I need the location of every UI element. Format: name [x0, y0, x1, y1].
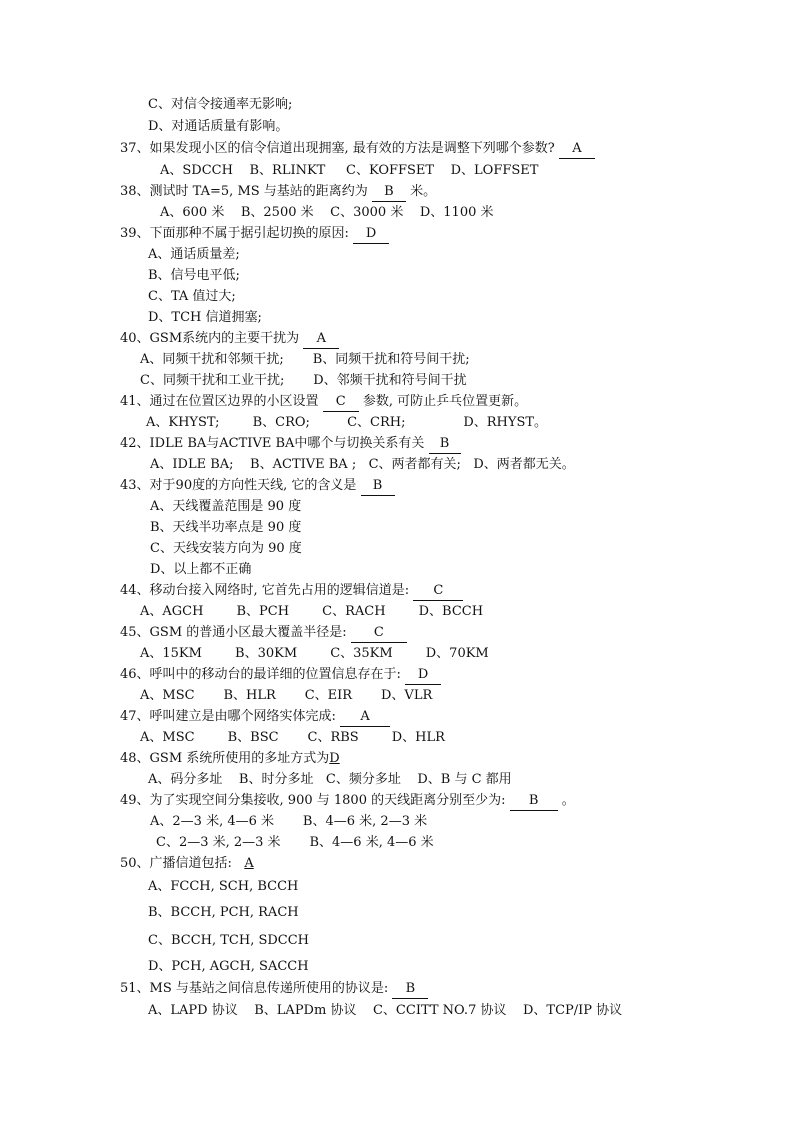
option-line: A、天线覆盖范围是 90 度 — [150, 499, 302, 514]
option-line: B、BCCH, PCH, RACH — [148, 905, 299, 920]
option-line: A、FCCH, SCH, BCCH — [148, 879, 299, 894]
option-line: C、BCCH, TCH, SDCCH — [148, 933, 310, 948]
answer-blank: D — [353, 225, 389, 244]
option-line: A、600 米 B、2500 米 C、3000 米 D、1100 米 — [160, 205, 494, 220]
question-39: 39、下面那种不属于据引起切换的原因: D — [120, 225, 389, 244]
option-line: A、MSC B、BSC C、RBS D、HLR — [140, 730, 445, 745]
option-line: A、SDCCH B、RLINKT C、KOFFSET D、LOFFSET — [160, 163, 539, 178]
answer-blank: A — [340, 708, 390, 727]
question-47: 47、呼叫建立是由哪个网络实体完成: A — [120, 708, 390, 727]
option-line: B、天线半功率点是 90 度 — [150, 520, 302, 535]
question-44: 44、移动台接入网络时, 它首先占用的逻辑信道是: C — [120, 582, 463, 601]
question-45: 45、GSM 的普通小区最大覆盖半径是: C — [120, 624, 407, 643]
option-line: A、LAPD 协议 B、LAPDm 协议 C、CCITT NO.7 协议 D、TCP/IP 协议 — [148, 1003, 623, 1018]
answer-blank: C — [323, 393, 359, 412]
question-49: 49、为了实现空间分集接收, 900 与 1800 的天线距离分别至少为: B 。 — [120, 792, 575, 811]
question-41: 41、通过在位置区边界的小区设置 C 参数, 可防止乒乓位置更新。 — [120, 393, 527, 412]
option-line: A、码分多址 B、时分多址 C、频分多址 D、B 与 C 都用 — [148, 772, 512, 787]
option-line: C、TA 值过大; — [148, 289, 236, 304]
question-43: 43、对于90度的方向性天线, 它的含义是 B — [120, 477, 395, 496]
answer-blank: B — [392, 980, 428, 999]
answer-blank: A — [303, 330, 339, 349]
question-42: 42、IDLE BA与ACTIVE BA中哪个与切换关系有关 B — [120, 435, 461, 454]
option-line: C、同频干扰和工业干扰; D、邻频干扰和符号间干扰 — [140, 373, 467, 388]
answer-underlined: D — [329, 751, 340, 766]
option-line: A、IDLE BA; B、ACTIVE BA ; C、两者都有关; D、两者都无关。 — [150, 457, 575, 472]
option-line: A、MSC B、HLR C、EIR D、VLR — [140, 688, 433, 703]
answer-blank: B — [510, 792, 558, 811]
option-line: C、2—3 米, 2—3 米 B、4—6 米, 4—6 米 — [156, 835, 434, 850]
option-line: D、以上都不正确 — [150, 562, 252, 577]
question-51: 51、MS 与基站之间信息传递所使用的协议是: B — [120, 980, 428, 999]
question-40: 40、GSM系统内的主要干扰为 A — [120, 330, 339, 349]
option-line: B、信号电平低; — [148, 268, 240, 283]
answer-blank: C — [351, 624, 407, 643]
option-line: A、通话质量差; — [148, 247, 240, 262]
option-line: A、AGCH B、PCH C、RACH D、BCCH — [140, 604, 484, 619]
question-48: 48、GSM 系统所使用的多址方式为D — [120, 751, 340, 766]
option-line: C、天线安装方向为 90 度 — [150, 541, 302, 556]
answer-blank: C — [413, 582, 463, 601]
question-37: 37、如果发现小区的信令信道出现拥塞, 最有效的方法是调整下列哪个参数? A — [120, 140, 595, 159]
answer-blank: B — [429, 435, 461, 454]
answer-blank: B — [361, 477, 395, 496]
answer-underlined: A — [244, 856, 254, 871]
option-line: A、2—3 米, 4—6 米 B、4—6 米, 2—3 米 — [150, 814, 428, 829]
question-50: 50、广播信道包括: A — [120, 856, 254, 871]
answer-blank: D — [405, 666, 441, 685]
option-line: A、15KM B、30KM C、35KM D、70KM — [140, 646, 489, 661]
answer-blank: B — [372, 183, 406, 202]
option-line: D、TCH 信道拥塞; — [148, 310, 262, 325]
option-line: D、对通话质量有影响。 — [148, 119, 289, 134]
question-38: 38、测试时 TA=5, MS 与基站的距离约为 B 米。 — [120, 183, 436, 202]
question-46: 46、呼叫中的移动台的最详细的位置信息存在于: D — [120, 666, 441, 685]
option-line: C、对信令接通率无影响; — [148, 97, 293, 112]
answer-blank: A — [559, 140, 595, 159]
option-line: D、PCH, AGCH, SACCH — [148, 959, 309, 974]
option-line: A、同频干扰和邻频干扰; B、同频干扰和符号间干扰; — [140, 352, 470, 367]
option-line: A、KHYST; B、CRO; C、CRH; D、RHYST。 — [146, 415, 548, 430]
